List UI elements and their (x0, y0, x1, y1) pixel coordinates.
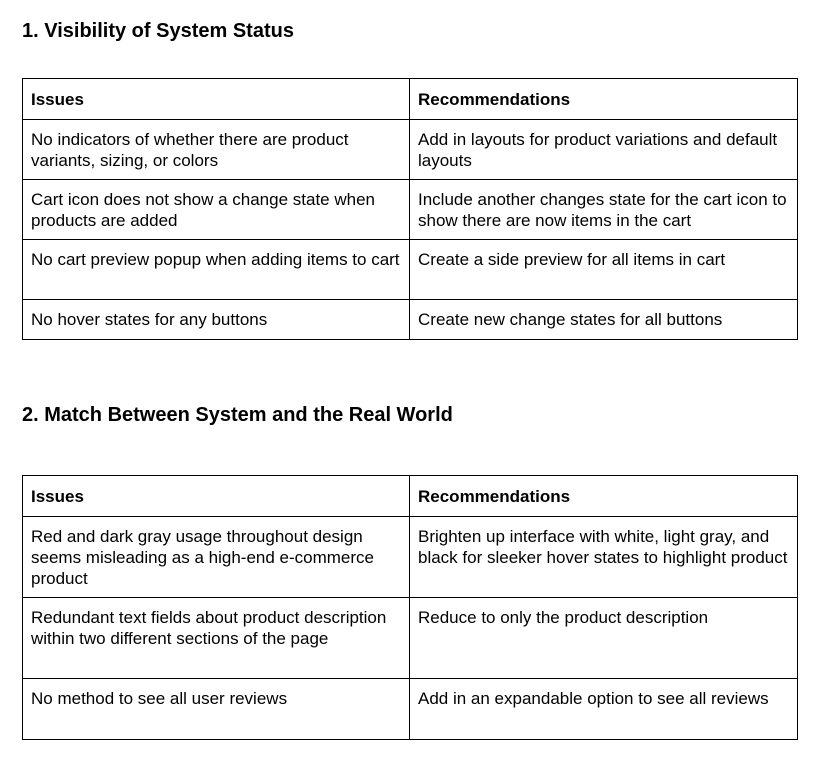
table-row (23, 120, 798, 180)
section-title-match-between-system-and-real-world: 2. Match Between System and the Real World (22, 404, 453, 426)
issue-cell: No cart preview popup when adding items to cart (23, 240, 410, 300)
issue-cell: Redundant text fields about product description within two different sections of the page (23, 598, 410, 679)
issues-table-match-between-system-and-real-world (22, 475, 798, 740)
issue-cell: Cart icon does not show a change state when products are added (23, 180, 410, 240)
table-row (23, 300, 798, 340)
recommendations-column-header: Recommendations (410, 476, 798, 517)
recommendation-cell: Reduce to only the product description (410, 598, 798, 679)
recommendation-cell: Add in an expandable option to see all reviews (410, 679, 798, 740)
recommendation-cell: Create new change states for all buttons (410, 300, 798, 340)
recommendations-column-header: Recommendations (410, 79, 798, 120)
issues-column-header: Issues (23, 476, 410, 517)
table-row (23, 679, 798, 740)
recommendation-cell: Include another changes state for the cart icon to show there are now items in the cart (410, 180, 798, 240)
table-row (23, 240, 798, 300)
issue-cell: No hover states for any buttons (23, 300, 410, 340)
issue-cell: No indicators of whether there are product variants, sizing, or colors (23, 120, 410, 180)
recommendation-cell: Add in layouts for product variations and default layouts (410, 120, 798, 180)
issue-cell: Red and dark gray usage throughout design seems misleading as a high-end e-commerce product (23, 517, 410, 598)
recommendation-cell: Create a side preview for all items in cart (410, 240, 798, 300)
recommendation-cell: Brighten up interface with white, light gray, and black for sleeker hover states to highlight product (410, 517, 798, 598)
table-header-row (23, 79, 798, 120)
table-row (23, 598, 798, 679)
section-title-visibility-of-system-status: 1. Visibility of System Status (22, 20, 294, 42)
table-row (23, 180, 798, 240)
issues-table-visibility-of-system-status (22, 78, 798, 340)
issues-column-header: Issues (23, 79, 410, 120)
table-header-row (23, 476, 798, 517)
issue-cell: No method to see all user reviews (23, 679, 410, 740)
table-row (23, 517, 798, 598)
